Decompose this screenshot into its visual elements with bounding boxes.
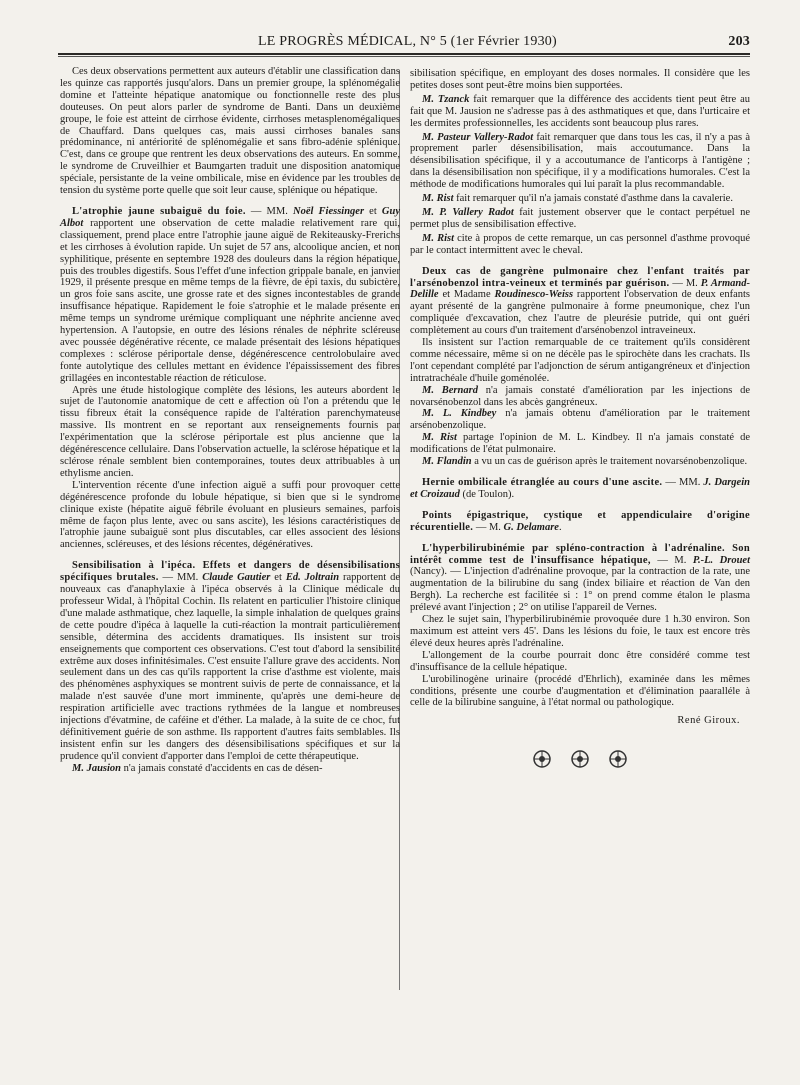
paragraph: M. P. Vallery Radot fait justement observer que le contact perpétuel ne permet plus de sensibilisation effective.	[410, 206, 750, 230]
paragraph: L'intervention récente d'une infection aiguë a suffi pour provoquer cette dégénérescence profonde du lobule hépatique, si bien que si le syndrome clinique existe (hépatite aiguë fébrile évoluant en plusieurs semaines, parfois même de façon plus lente, avec ou sans ascite), les lésions caractéristiques de l'atrophie jaune subaiguë sont plus discutables, car elles associent des lésions anciennes, scléreuses, et des lésions récentes, dégénératives.	[60, 479, 400, 551]
paragraph: Ils insistent sur l'action remarquable de ce traitement qu'ils considèrent comme nécessaire, même si on ne décèle pas le spirochète dans les crachats. Ils l'ont cependant complété par l'adjonction de sérum antigangréneux et d'injection intratrachéale d'huile goménolée.	[410, 337, 750, 384]
paragraph: Chez le sujet sain, l'hyperbilirubinémie provoquée dure 1 h.30 environ. Son maximum est atteint vers 45'. Dans les lésions du foie, le taux est encore très élevé deux heures après l'adrénaline.	[410, 614, 750, 649]
paragraph: Après une étude histologique complète des lésions, les auteurs abordent le sujet de l'autonomie anatomique de cett e affection où l'on a prétendu que le tissu fibreux était la conséquence rapide de l'altération parenchymateuse massive. Ils montrent en se reportant aux renseignements fournis par l'expérimentation que la sclérose périportale est plus ancienne que la dégénérescence cellulaire. Dans l'observation actuelle, la sclérose hépatique et la sclérose rénale semblent bien contemporaines, toutes deux attribuables à un ethylisme ancien.	[60, 384, 400, 479]
left-column	[60, 66, 400, 775]
paragraph: M. L. Kindbey n'a jamais obtenu d'amélioration par le traitement arsénobenzolique.	[410, 408, 750, 432]
page-number: 203	[728, 34, 750, 49]
header-rule-thin	[58, 56, 750, 57]
paragraph: sibilisation spécifique, en employant des doses normales. Il considère que les petites doses sont peut-être moins bien supportées.	[410, 68, 750, 91]
journal-title: LE PROGRÈS MÉDICAL, N° 5 (1er Février 1930)	[258, 34, 557, 49]
section-title: Deux cas de gangrène pulmonaire chez l'enfant traités par l'arsénobenzol intra-veineux et terminés par guérison.	[410, 265, 750, 289]
author-name: Noël Fiessinger	[292, 205, 365, 217]
signature: René Giroux.	[677, 715, 740, 727]
section-title: L'hyperbilirubinémie par spléno-contraction à l'adrénaline. Son intérêt comme test de l'insuffisance hépatique,	[410, 542, 750, 566]
section-gangrene: Deux cas de gangrène pulmonaire chez l'enfant traités par l'arsénobenzol intra-veineux et terminés par guérison. — M. P. Armand-Delille et Madame Roudinesco-Weiss rapportent l'observation de deux enfants ayant présenté de la gangrène pulmonaire à forme pneumonique, chez l'un compliquée d'excavation, chez l'autre de pleurésie putride, qui ont guéri complètement au cours d'un traitement d'arsénobenzol intraveineux.	[410, 265, 751, 337]
section-points: Points épigastrique, cystique et appendiculaire d'origine récurentielle. — M. G. Delamare.	[410, 509, 750, 533]
paragraph: L'urobilinogène urinaire (procédé d'Ehrlich), examinée dans les mêmes conditions, présente une courbe d'augmentation et d'élimination paaralléle à celle de la bilirubine sanguine, à l'état normal ou pathologique.	[410, 673, 750, 709]
author-name: Ed. Joltrain	[285, 572, 340, 584]
section-ipeca: Sensibilisation à l'ipéca. Effets et dangers de désensibilisations spécifiques brutales. — MM. Claude Gautier et Ed. Joltrain rapportent de nouveaux cas d'anaphylaxie à l'ipéca observés à la Clinique médicale du professeur Widal, à l'hôpital Cochin. Ils relatent en particulier l'histoire clinique d'une malade asthmatique, chez laquelle, la simple inhalation de quelques grains de cette poudre d'ipéca à laquelle la cuti-réaction la montrait particulièrement sensible, détermina des accidents dramatiques. Ils insistent sur trois enseignements que comportent ces observations. C'est tout d'abord la sensibilité extrême aux doses infinitésimales. C'est ensuite l'allure grave des accidents. Non seulement dans un des cas qu'ils rapportent la crise d'asthme est violente, mais des phénomènes asphyxiques se montrent suivis de perte de connaissance, et la malade n'est sauvée d'une mort imminente, qu'après une demi-heure de respiration artificielle avec tractions rythmées de la langue et nombreuses injections d'évatmine, de caféine et d'éther. La malade, à la suite de ce choc, fut définitivement guérie de son asthme. Ils rapportent d'autres faits semblables. Ils insistent enfin sur les dangers des désensibilisations spécifiques et sur la prudence qu'il convient d'apporter dans l'emploi de cette thérapeutique.	[60, 560, 400, 762]
paragraph: M. Flandin a vu un cas de guérison après le traitement novarsénobenzolique.	[422, 456, 748, 468]
section-title: Sensibilisation à l'ipéca. Effets et dangers de désensibilisations spécifiques brutales.	[60, 560, 400, 584]
paragraph: M. Jausion n'a jamais constaté d'accidents en cas de désen-	[72, 762, 323, 774]
paragraph: M. Pasteur Vallery-Radot fait remarquer que dans tous les cas, il n'y a pas à proprement parler désensibilisation, mais accoutumance. Dans la désensibilisation spécifique, il y a accoutumance de l'anticorps à l'antigène ; dans la désensibilisation non spécifique, il y a modifications humorales. C'est la méthode de modifications humorales qui lui paraît la plus recommandable.	[410, 131, 751, 191]
paragraph: M. Rist cite à propos de cette remarque, un cas personnel d'asthme provoqué par le contact intermittent avec le cheval.	[410, 232, 750, 256]
author-name: M. Jausion	[72, 762, 122, 774]
section-title: Hernie ombilicale étranglée au cours d'une ascite.	[422, 477, 663, 488]
running-header	[58, 34, 750, 54]
header-rule	[58, 53, 750, 55]
author-name: Claude Gautier	[202, 572, 271, 584]
paragraph: Ces deux observations permettent aux auteurs d'établir une classification dans les quinze cas rapportés jusqu'alors. Dans un premier groupe, la splénomégalie domine et l'atteinte hépatique anatomique ou fonctionnelle reste des plus douteuses. On peut alors parler de syndrome de Banti. Dans un deuxième groupe, le foie est atteint de cirrhose évidente, cirrhoses metasplenomégaliques de Chauffard. Dans quelques cas, mais aussi cirrhoses banales sans prédominance, ni antériorité de splénomégalie et sans fibro-adénie splénique. C'est, dans ce groupe que rentrent les deux observations des auteurs. En somme, le syndrome de Cruveilhier et Baumgarten traduit une disposition anatomique spéciale, persistante de la veine ombilicale, mise en évidence par les troubles de tension du système porte quelle que soit leur cause, splénique ou hépatique.	[60, 66, 400, 197]
section-title: L'atrophie jaune subaiguë du foie.	[72, 205, 246, 217]
paragraph: L'allongement de la courbe pourrait donc être considéré comme test d'insuffisance de la cellule hépatique.	[410, 649, 750, 673]
section-title: Points épigastrique, cystique et appendiculaire d'origine récurentielle.	[410, 509, 750, 533]
paragraph: M. Tzanck fait remarquer que la différence des accidents tient peut être au fait que M. Jausion ne s'adresse pas à des asthmatiques et que, dans l'urticaire et les dermites professionnelles, les accidents sont beaucoup plus rares.	[410, 93, 750, 129]
author-name: Guy Albot	[60, 205, 400, 229]
right-column	[410, 68, 750, 769]
fleuron-icon	[532, 749, 552, 769]
fleuron-icon	[608, 749, 628, 769]
section-atrophie: L'atrophie jaune subaiguë du foie. — MM. Noël Fiessinger et Guy Albot rapportent une observation de cette maladie relativement rare qui, classiquement, prend place entre l'atrophie jaune aiguë de Rekiteausky-Frerichs et les cirrhoses à évolution rapide. Un sujet de 57 ans, alcoolique ancien, et non syphilitique, présente en septembre 1928 des douleurs dans la région hépatique, puis des troubles digestifs. Sous l'effet d'une infection grippale banale, en janvier 1929, il présente presque en même temps de la fièvre, de épi taxis, du subictère, un gros foie sans ascite, une grosse rate et des signes incontestables de grande insuffisance hépatique. Rapidement le foie s'atrophie et le malade présente en même temps un syndrome urémique compliquant une néphrite ancienne avec hypertension. A l'autopsie, en outre des lésions rénales de néphrite scléreuse avec poussée dégénérative récente, ce malade présentait des lésions hépatiques complexes : sclérose périportale dense, dégénérescence centrolobulaire avec fonte autolytique des cellules mettant en évidence l'épaississement des fibres grillagées en incontestable réaction de réticulose.	[60, 205, 400, 384]
fleuron-icon	[570, 749, 590, 769]
ornament-row	[410, 749, 750, 769]
section-hernie: Hernie ombilicale étranglée au cours d'une ascite. — MM. J. Dargein et Croizaud (de Toulon).	[410, 477, 750, 500]
paragraph: M. Bernard n'a jamais constaté d'amélioration par les injections de novarsénobenzol dans les abcès gangréneux.	[410, 384, 750, 408]
section-hyperbilirubinemie: L'hyperbilirubinémie par spléno-contraction à l'adrénaline. Son intérêt comme test de l'insuffisance hépatique, — M. P.-L. Drouet (Nancy). — L'injection d'adrénaline provoque, par la contraction de la rate, une augmentation de la bilirubine du sang (index biliaire et réaction de Van den Bergh). La recherche est facilitée si : 1° on prend comme étalon le plasma prélevé avant l'injection ; 2° on utilise l'appareil de Vernes.	[410, 542, 750, 614]
paragraph: M. Rist fait remarquer qu'il n'a jamais constaté d'asthme dans la cavalerie.	[422, 193, 733, 205]
paragraph: M. Rist partage l'opinion de M. L. Kindbey. Il n'a jamais constaté de modifications de l'état pulmonaire.	[410, 432, 750, 456]
